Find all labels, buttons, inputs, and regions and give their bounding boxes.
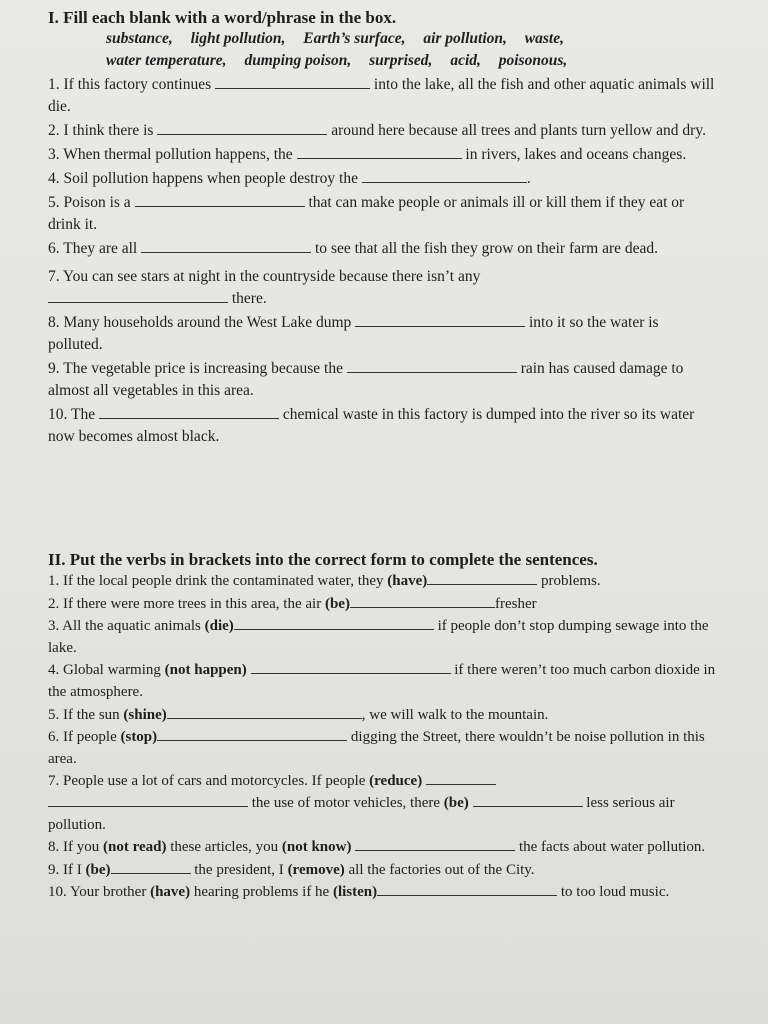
question-7: 7. You can see stars at night in the countryside because there isn’t any there.: [48, 268, 481, 307]
question-10: 10. The chemical waste in this factory is dumped into the river so its water now becomes almost black.: [48, 406, 695, 445]
answer-blank[interactable]: [157, 121, 327, 135]
question-1: 1. If this factory continues into the lake, all the fish and other aquatic animals will die.: [48, 76, 715, 115]
answer-blank[interactable]: [99, 405, 279, 419]
section-2: [48, 550, 716, 904]
answer-blank[interactable]: [426, 771, 496, 785]
word-box-item: waste,: [524, 30, 564, 47]
answer-blank[interactable]: [157, 727, 347, 741]
answer-blank[interactable]: [215, 75, 370, 89]
word-box-item: Earth’s surface,: [303, 30, 406, 47]
verb-question-8: 8. If you (not read) these articles, you (not know) the facts about water pollution.: [48, 839, 706, 856]
answer-blank[interactable]: [48, 793, 248, 807]
verb-question-2: 2. If there were more trees in this area, the air (be) fresher: [48, 595, 537, 612]
verb-question-1: 1. If the local people drink the contaminated water, they (have) problems.: [48, 573, 601, 589]
word-box: [48, 28, 716, 72]
answer-blank[interactable]: [347, 359, 517, 373]
section-2-title: II. Put the verbs in brackets into the correct form to complete the sentences.: [48, 550, 598, 569]
section-1: [48, 8, 716, 448]
verb-question-4: 4. Global warming (not happen) if there weren’t too much carbon dioxide in the atmosphere.: [48, 662, 716, 700]
answer-blank[interactable]: [473, 793, 583, 807]
word-box-item: dumping poison,: [244, 52, 352, 69]
word-box-item: light pollution,: [190, 30, 286, 47]
verb-question-10: 10. Your brother (have) hearing problems if he (listen) to too loud music.: [48, 884, 670, 901]
answer-blank[interactable]: [355, 837, 515, 851]
question-6: 6. They are all to see that all the fish they grow on their farm are dead.: [48, 240, 659, 257]
verb-question-3: 3. All the aquatic animals (die) if people don’t stop dumping sewage into the lake.: [48, 618, 709, 656]
question-4: 4. Soil pollution happens when people destroy the .: [48, 170, 531, 187]
question-9: 9. The vegetable price is increasing because the rain has caused damage to almost all vegetables in this area.: [48, 360, 684, 399]
word-box-item: water temperature,: [106, 52, 227, 69]
answer-blank[interactable]: [48, 289, 228, 303]
verb-question-6: 6. If people (stop) digging the Street, there wouldn’t be noise pollution in this area.: [48, 729, 705, 767]
question-3: 3. When thermal pollution happens, the in rivers, lakes and oceans changes.: [48, 146, 687, 163]
answer-blank[interactable]: [251, 660, 451, 674]
word-box-item: surprised,: [369, 52, 433, 69]
answer-blank[interactable]: [377, 882, 557, 896]
answer-blank[interactable]: [355, 313, 525, 327]
answer-blank[interactable]: [297, 145, 462, 159]
word-box-item: acid,: [450, 52, 481, 69]
word-box-item: substance,: [106, 30, 173, 47]
word-box-item: air pollution,: [423, 30, 507, 47]
answer-blank[interactable]: [111, 860, 191, 874]
question-2: 2. I think there is around here because all trees and plants turn yellow and dry.: [48, 122, 706, 139]
verb-question-7: 7. People use a lot of cars and motorcycles. If people (reduce) the use of motor vehicles, there (be) less serious air pollution.: [48, 773, 675, 833]
section-1-title: I. Fill each blank with a word/phrase in the box.: [48, 8, 397, 27]
verb-question-5: 5. If the sun (shine) , we will walk to the mountain.: [48, 706, 549, 723]
answer-blank[interactable]: [167, 705, 362, 719]
answer-blank[interactable]: [141, 239, 311, 253]
word-box-item: poisonous,: [498, 52, 568, 69]
answer-blank[interactable]: [350, 594, 495, 608]
question-5: 5. Poison is a that can make people or animals ill or kill them if they eat or drink it.: [48, 194, 685, 233]
answer-blank[interactable]: [135, 193, 305, 207]
answer-blank[interactable]: [234, 616, 434, 630]
verb-question-9: 9. If I (be) the president, I (remove) all the factories out of the City.: [48, 861, 535, 878]
question-8: 8. Many households around the West Lake dump into it so the water is polluted.: [48, 314, 659, 353]
answer-blank[interactable]: [427, 571, 537, 585]
answer-blank[interactable]: [362, 169, 527, 183]
